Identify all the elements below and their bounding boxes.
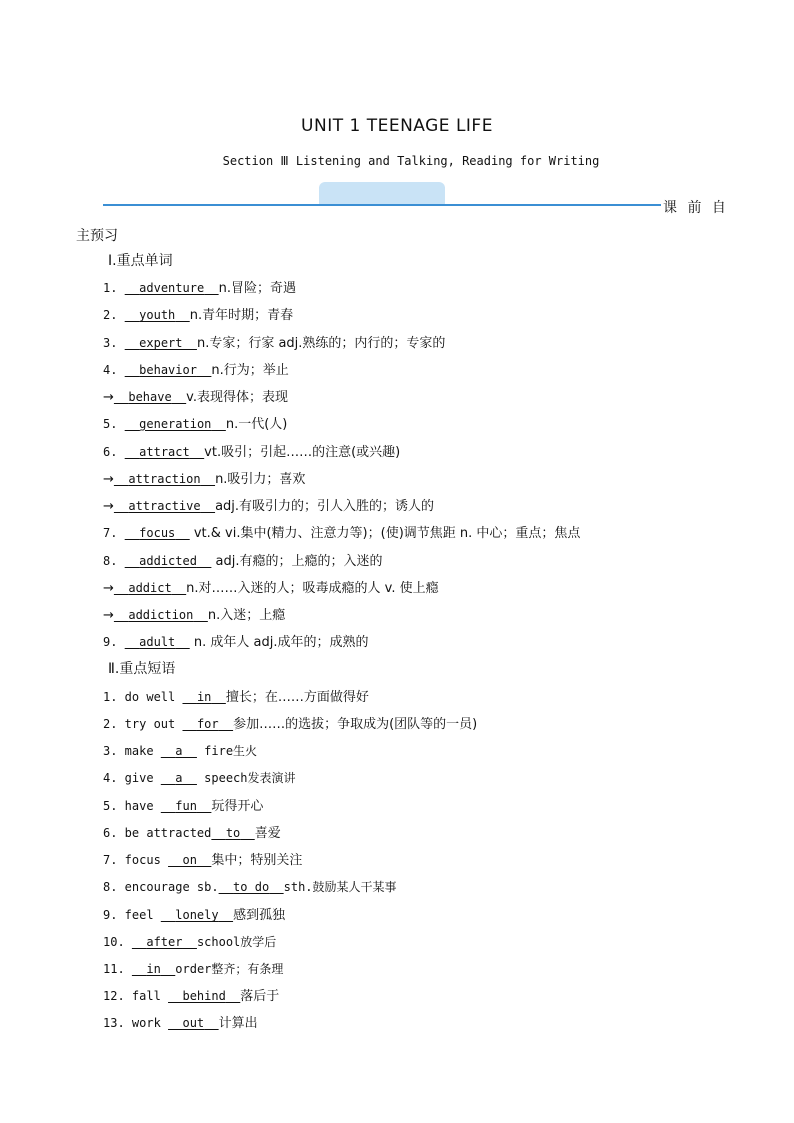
answer-blank: fun	[175, 799, 197, 813]
section-subtitle: Section Ⅲ Listening and Talking, Reading for Writing	[222, 154, 600, 168]
phrase-item: 10. after school放学后	[103, 935, 277, 949]
arrow-icon: →	[103, 499, 114, 514]
answer-blank: adult	[139, 635, 176, 649]
answer-blank: youth	[139, 308, 176, 322]
phrase-item: 11. in order整齐；有条理	[103, 962, 284, 976]
part1-heading: Ⅰ.重点单词	[108, 253, 173, 269]
arrow-icon: →	[103, 608, 114, 623]
phrase-item: 4. give a speech发表演讲	[103, 771, 296, 785]
answer-blank: behind	[182, 989, 226, 1003]
answer-blank: behave	[128, 390, 172, 404]
answer-blank: attraction	[128, 472, 201, 486]
section-label-right: 课 前 自	[663, 200, 729, 216]
vocab-item: → addiction n.入迷；上瘾	[103, 608, 286, 623]
vocab-item: 3. expert n.专家；行家 adj.熟练的；内行的；专家的	[103, 336, 446, 351]
section-label-left: 主预习	[76, 228, 118, 244]
answer-blank: expert	[139, 336, 183, 350]
phrase-item: 13. work out 计算出	[103, 1016, 258, 1031]
vocab-item: 2. youth n.青年时期；青春	[103, 308, 294, 323]
section-divider-tab	[319, 182, 445, 204]
vocab-item: 8. addicted adj.有瘾的；上瘾的；入迷的	[103, 554, 383, 569]
phrase-item: 8. encourage sb. to do sth.鼓励某人干某事	[103, 880, 397, 894]
phrase-item: 3. make a fire生火	[103, 744, 258, 758]
vocab-item: 7. focus vt.& vi.集中(精力、注意力等)；(使)调节焦距 n. 中心；重点；焦点	[103, 526, 581, 541]
answer-blank: addict	[128, 581, 172, 595]
vocab-item: → attraction n.吸引力；喜欢	[103, 472, 306, 487]
answer-blank: in	[196, 690, 212, 704]
answer-blank: after	[146, 935, 183, 949]
phrase-item: 1. do well in 擅长；在……方面做得好	[103, 690, 369, 705]
answer-blank: in	[146, 962, 161, 976]
answer-blank: out	[182, 1016, 205, 1030]
phrase-item: 9. feel lonely 感到孤独	[103, 908, 286, 923]
answer-blank: behavior	[139, 363, 197, 377]
answer-blank: to do	[233, 880, 270, 894]
phrase-item: 2. try out for 参加……的选拔；争取成为(团队等的一员)	[103, 717, 478, 732]
answer-blank: a	[175, 744, 183, 758]
vocab-item: → attractive adj.有吸引力的；引人入胜的；诱人的	[103, 499, 435, 514]
arrow-icon: →	[103, 581, 114, 596]
part2-heading: Ⅱ.重点短语	[108, 661, 176, 677]
phrase-item: 5. have fun 玩得开心	[103, 799, 264, 814]
answer-blank: addicted	[139, 554, 197, 568]
answer-blank: for	[196, 717, 219, 731]
answer-blank: on	[182, 853, 197, 867]
answer-blank: lonely	[175, 908, 219, 922]
phrase-item: 7. focus on 集中；特别关注	[103, 853, 303, 868]
vocab-item: 1. adventure n.冒险；奇遇	[103, 281, 296, 296]
vocab-item: 5. generation n.一代(人)	[103, 417, 288, 432]
vocab-item: 6. attract vt.吸引；引起……的注意(或兴趣)	[103, 445, 401, 460]
vocab-item: → addict n.对……入迷的人；吸毒成瘾的人 v. 使上瘾	[103, 581, 439, 596]
section-divider-line	[103, 204, 661, 206]
answer-blank: to	[225, 826, 241, 840]
answer-blank: a	[175, 771, 183, 785]
phrase-item: 12. fall behind 落后于	[103, 989, 280, 1004]
answer-blank: adventure	[139, 281, 205, 295]
answer-blank: attract	[139, 445, 190, 459]
arrow-icon: →	[103, 472, 114, 487]
vocab-item: 9. adult n. 成年人 adj.成年的；成熟的	[103, 635, 369, 650]
answer-blank: generation	[139, 417, 212, 431]
document-title: UNIT 1 TEENAGE LIFE	[301, 116, 493, 136]
phrase-item: 6. be attracted to 喜爱	[103, 826, 281, 841]
vocab-item: 4. behavior n.行为；举止	[103, 363, 289, 378]
answer-blank: focus	[139, 526, 176, 540]
answer-blank: attractive	[128, 499, 201, 513]
answer-blank: addiction	[128, 608, 194, 622]
arrow-icon: →	[103, 390, 114, 405]
vocab-item: → behave v.表现得体；表现	[103, 390, 288, 405]
